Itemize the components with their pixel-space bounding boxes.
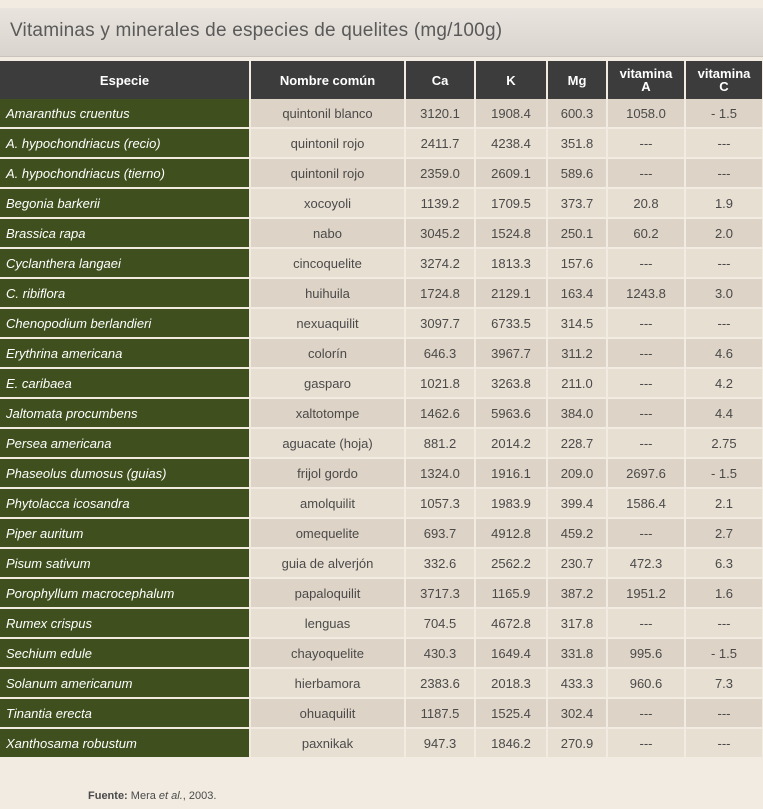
cell-nombre-comun: chayoquelite bbox=[250, 638, 405, 668]
cell-especie: E. caribaea bbox=[0, 368, 250, 398]
table-row bbox=[0, 308, 762, 338]
source-author: Mera bbox=[130, 790, 156, 802]
cell-ca: 3274.2 bbox=[405, 248, 475, 278]
cell-vitamina-c: 7.3 bbox=[685, 668, 762, 698]
header-k: K bbox=[475, 61, 547, 99]
source-label: Fuente: bbox=[88, 790, 128, 802]
cell-nombre-comun: huihuila bbox=[250, 278, 405, 308]
cell-mg: 433.3 bbox=[547, 668, 607, 698]
cell-vitamina-c: 4.6 bbox=[685, 338, 762, 368]
cell-vitamina-a: --- bbox=[607, 248, 685, 278]
table-row bbox=[0, 518, 762, 548]
cell-especie: Sechium edule bbox=[0, 638, 250, 668]
cell-especie: Pisum sativum bbox=[0, 548, 250, 578]
table-row bbox=[0, 248, 762, 278]
cell-vitamina-a: --- bbox=[607, 518, 685, 548]
header-vitamina-c-line1: vitamina bbox=[697, 66, 751, 81]
cell-mg: 384.0 bbox=[547, 398, 607, 428]
cell-mg: 250.1 bbox=[547, 218, 607, 248]
cell-k: 2014.2 bbox=[475, 428, 547, 458]
cell-k: 5963.6 bbox=[475, 398, 547, 428]
table-body bbox=[0, 99, 762, 758]
cell-mg: 311.2 bbox=[547, 338, 607, 368]
cell-k: 1649.4 bbox=[475, 638, 547, 668]
cell-nombre-comun: xaltotompe bbox=[250, 398, 405, 428]
cell-ca: 2383.6 bbox=[405, 668, 475, 698]
cell-nombre-comun: papaloquilit bbox=[250, 578, 405, 608]
cell-especie: Jaltomata procumbens bbox=[0, 398, 250, 428]
header-vitamina-a bbox=[607, 61, 685, 99]
cell-nombre-comun: quintonil rojo bbox=[250, 128, 405, 158]
cell-ca: 1324.0 bbox=[405, 458, 475, 488]
cell-k: 1908.4 bbox=[475, 99, 547, 128]
cell-vitamina-c: 2.7 bbox=[685, 518, 762, 548]
cell-mg: 163.4 bbox=[547, 278, 607, 308]
cell-mg: 270.9 bbox=[547, 728, 607, 758]
cell-nombre-comun: nexuaquilit bbox=[250, 308, 405, 338]
table-row bbox=[0, 278, 762, 308]
cell-vitamina-c: --- bbox=[685, 158, 762, 188]
cell-vitamina-c: --- bbox=[685, 248, 762, 278]
cell-vitamina-c: 2.1 bbox=[685, 488, 762, 518]
cell-ca: 3097.7 bbox=[405, 308, 475, 338]
cell-vitamina-c: 2.75 bbox=[685, 428, 762, 458]
cell-nombre-comun: hierbamora bbox=[250, 668, 405, 698]
cell-especie: Phaseolus dumosus (guias) bbox=[0, 458, 250, 488]
table-row bbox=[0, 188, 762, 218]
table-row bbox=[0, 218, 762, 248]
cell-nombre-comun: lenguas bbox=[250, 608, 405, 638]
cell-k: 1165.9 bbox=[475, 578, 547, 608]
cell-especie: A. hypochondriacus (tierno) bbox=[0, 158, 250, 188]
cell-especie: Cyclanthera langaei bbox=[0, 248, 250, 278]
cell-nombre-comun: omequelite bbox=[250, 518, 405, 548]
cell-vitamina-c: 1.9 bbox=[685, 188, 762, 218]
cell-ca: 430.3 bbox=[405, 638, 475, 668]
cell-vitamina-a: --- bbox=[607, 158, 685, 188]
cell-vitamina-c: --- bbox=[685, 728, 762, 758]
cell-vitamina-c: 4.4 bbox=[685, 398, 762, 428]
table-row bbox=[0, 488, 762, 518]
cell-vitamina-c: --- bbox=[685, 698, 762, 728]
cell-vitamina-c: --- bbox=[685, 608, 762, 638]
cell-vitamina-a: --- bbox=[607, 608, 685, 638]
cell-vitamina-a: 60.2 bbox=[607, 218, 685, 248]
cell-especie: Amaranthus cruentus bbox=[0, 99, 250, 128]
cell-vitamina-c: 6.3 bbox=[685, 548, 762, 578]
cell-vitamina-a: --- bbox=[607, 398, 685, 428]
cell-vitamina-a: 472.3 bbox=[607, 548, 685, 578]
cell-ca: 881.2 bbox=[405, 428, 475, 458]
cell-ca: 693.7 bbox=[405, 518, 475, 548]
cell-especie: Phytolacca icosandra bbox=[0, 488, 250, 518]
cell-k: 1524.8 bbox=[475, 218, 547, 248]
cell-especie: Erythrina americana bbox=[0, 338, 250, 368]
table-row bbox=[0, 99, 762, 128]
cell-mg: 209.0 bbox=[547, 458, 607, 488]
cell-mg: 157.6 bbox=[547, 248, 607, 278]
cell-ca: 704.5 bbox=[405, 608, 475, 638]
cell-especie: Tinantia erecta bbox=[0, 698, 250, 728]
table-row bbox=[0, 398, 762, 428]
table-row bbox=[0, 728, 762, 758]
cell-vitamina-c: --- bbox=[685, 308, 762, 338]
cell-vitamina-a: 2697.6 bbox=[607, 458, 685, 488]
header-vitamina-c-line2: C bbox=[719, 79, 729, 94]
table-row bbox=[0, 128, 762, 158]
cell-ca: 1187.5 bbox=[405, 698, 475, 728]
source-year: , 2003. bbox=[182, 790, 217, 802]
cell-nombre-comun: colorín bbox=[250, 338, 405, 368]
cell-nombre-comun: cincoquelite bbox=[250, 248, 405, 278]
cell-ca: 947.3 bbox=[405, 728, 475, 758]
cell-k: 4238.4 bbox=[475, 128, 547, 158]
cell-vitamina-a: 1243.8 bbox=[607, 278, 685, 308]
cell-especie: Rumex crispus bbox=[0, 608, 250, 638]
cell-vitamina-a: 1951.2 bbox=[607, 578, 685, 608]
cell-nombre-comun: amolquilit bbox=[250, 488, 405, 518]
cell-especie: A. hypochondriacus (recio) bbox=[0, 128, 250, 158]
cell-vitamina-a: 20.8 bbox=[607, 188, 685, 218]
page-title: Vitaminas y minerales de especies de quelites (mg/100g) bbox=[10, 20, 503, 41]
cell-especie: Begonia barkerii bbox=[0, 188, 250, 218]
cell-vitamina-a: --- bbox=[607, 368, 685, 398]
table-row bbox=[0, 428, 762, 458]
table-row bbox=[0, 668, 762, 698]
cell-k: 1709.5 bbox=[475, 188, 547, 218]
cell-mg: 314.5 bbox=[547, 308, 607, 338]
table-row bbox=[0, 338, 762, 368]
cell-especie: Chenopodium berlandieri bbox=[0, 308, 250, 338]
cell-mg: 302.4 bbox=[547, 698, 607, 728]
cell-nombre-comun: nabo bbox=[250, 218, 405, 248]
cell-nombre-comun: quintonil rojo bbox=[250, 158, 405, 188]
cell-ca: 2359.0 bbox=[405, 158, 475, 188]
title-bar bbox=[0, 8, 763, 57]
cell-k: 1846.2 bbox=[475, 728, 547, 758]
cell-vitamina-c: - 1.5 bbox=[685, 638, 762, 668]
header-ca: Ca bbox=[405, 61, 475, 99]
cell-nombre-comun: ohuaquilit bbox=[250, 698, 405, 728]
cell-vitamina-a: 995.6 bbox=[607, 638, 685, 668]
cell-mg: 600.3 bbox=[547, 99, 607, 128]
cell-nombre-comun: paxnikak bbox=[250, 728, 405, 758]
cell-vitamina-c: - 1.5 bbox=[685, 458, 762, 488]
cell-nombre-comun: guia de alverjón bbox=[250, 548, 405, 578]
cell-mg: 387.2 bbox=[547, 578, 607, 608]
table-row bbox=[0, 608, 762, 638]
table-row bbox=[0, 548, 762, 578]
cell-especie: Porophyllum macrocephalum bbox=[0, 578, 250, 608]
cell-mg: 317.8 bbox=[547, 608, 607, 638]
table-header-row bbox=[0, 61, 762, 99]
cell-mg: 373.7 bbox=[547, 188, 607, 218]
cell-nombre-comun: frijol gordo bbox=[250, 458, 405, 488]
cell-especie: Xanthosama robustum bbox=[0, 728, 250, 758]
cell-k: 3967.7 bbox=[475, 338, 547, 368]
table-row bbox=[0, 368, 762, 398]
table-row bbox=[0, 458, 762, 488]
cell-vitamina-c: 4.2 bbox=[685, 368, 762, 398]
cell-k: 1525.4 bbox=[475, 698, 547, 728]
cell-vitamina-c: 2.0 bbox=[685, 218, 762, 248]
source-note bbox=[88, 790, 216, 802]
cell-mg: 351.8 bbox=[547, 128, 607, 158]
cell-k: 4672.8 bbox=[475, 608, 547, 638]
cell-mg: 228.7 bbox=[547, 428, 607, 458]
cell-vitamina-a: --- bbox=[607, 308, 685, 338]
cell-nombre-comun: gasparo bbox=[250, 368, 405, 398]
cell-k: 4912.8 bbox=[475, 518, 547, 548]
cell-ca: 1462.6 bbox=[405, 398, 475, 428]
cell-ca: 3717.3 bbox=[405, 578, 475, 608]
cell-especie: Piper auritum bbox=[0, 518, 250, 548]
header-vitamina-c bbox=[685, 61, 762, 99]
table-row bbox=[0, 578, 762, 608]
cell-k: 6733.5 bbox=[475, 308, 547, 338]
cell-ca: 332.6 bbox=[405, 548, 475, 578]
cell-mg: 589.6 bbox=[547, 158, 607, 188]
cell-vitamina-a: --- bbox=[607, 728, 685, 758]
cell-ca: 1139.2 bbox=[405, 188, 475, 218]
table-row bbox=[0, 158, 762, 188]
cell-especie: C. ribiflora bbox=[0, 278, 250, 308]
cell-vitamina-a: --- bbox=[607, 128, 685, 158]
cell-nombre-comun: xocoyoli bbox=[250, 188, 405, 218]
cell-vitamina-c: - 1.5 bbox=[685, 99, 762, 128]
cell-nombre-comun: aguacate (hoja) bbox=[250, 428, 405, 458]
cell-vitamina-c: --- bbox=[685, 128, 762, 158]
cell-vitamina-a: 1058.0 bbox=[607, 99, 685, 128]
cell-ca: 3120.1 bbox=[405, 99, 475, 128]
cell-vitamina-c: 1.6 bbox=[685, 578, 762, 608]
cell-ca: 1021.8 bbox=[405, 368, 475, 398]
header-especie: Especie bbox=[0, 61, 250, 99]
cell-k: 2018.3 bbox=[475, 668, 547, 698]
cell-k: 3263.8 bbox=[475, 368, 547, 398]
cell-especie: Solanum americanum bbox=[0, 668, 250, 698]
cell-mg: 211.0 bbox=[547, 368, 607, 398]
cell-vitamina-c: 3.0 bbox=[685, 278, 762, 308]
cell-especie: Persea americana bbox=[0, 428, 250, 458]
cell-k: 1916.1 bbox=[475, 458, 547, 488]
header-vitamina-a-line1: vitamina bbox=[619, 66, 673, 81]
cell-k: 2562.2 bbox=[475, 548, 547, 578]
cell-vitamina-a: 960.6 bbox=[607, 668, 685, 698]
cell-mg: 230.7 bbox=[547, 548, 607, 578]
cell-k: 1983.9 bbox=[475, 488, 547, 518]
header-nombre-comun: Nombre común bbox=[250, 61, 405, 99]
cell-vitamina-a: --- bbox=[607, 428, 685, 458]
cell-ca: 1057.3 bbox=[405, 488, 475, 518]
cell-ca: 2411.7 bbox=[405, 128, 475, 158]
cell-k: 2129.1 bbox=[475, 278, 547, 308]
cell-especie: Brassica rapa bbox=[0, 218, 250, 248]
cell-vitamina-a: --- bbox=[607, 698, 685, 728]
cell-vitamina-a: --- bbox=[607, 338, 685, 368]
cell-ca: 3045.2 bbox=[405, 218, 475, 248]
header-mg: Mg bbox=[547, 61, 607, 99]
cell-ca: 1724.8 bbox=[405, 278, 475, 308]
source-etal: et al. bbox=[158, 790, 183, 802]
quelites-table bbox=[0, 61, 762, 759]
cell-mg: 459.2 bbox=[547, 518, 607, 548]
cell-k: 2609.1 bbox=[475, 158, 547, 188]
cell-k: 1813.3 bbox=[475, 248, 547, 278]
cell-mg: 331.8 bbox=[547, 638, 607, 668]
cell-mg: 399.4 bbox=[547, 488, 607, 518]
cell-vitamina-a: 1586.4 bbox=[607, 488, 685, 518]
table-row bbox=[0, 698, 762, 728]
cell-nombre-comun: quintonil blanco bbox=[250, 99, 405, 128]
table-row bbox=[0, 638, 762, 668]
cell-ca: 646.3 bbox=[405, 338, 475, 368]
header-vitamina-a-line2: A bbox=[641, 79, 651, 94]
